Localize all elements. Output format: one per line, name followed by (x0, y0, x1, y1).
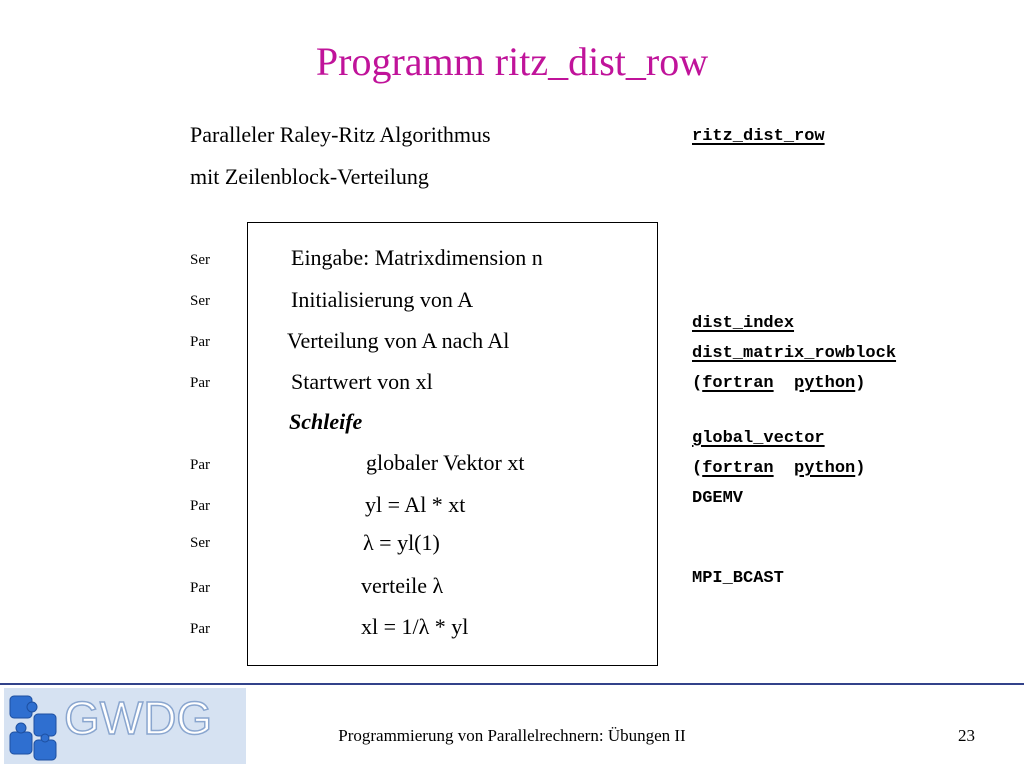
global-vector-link[interactable]: global_vector (692, 429, 825, 448)
step-matvec: yl = Al * xt (365, 492, 466, 517)
step-input: Eingabe: Matrixdimension n (291, 245, 543, 270)
dist-index-link[interactable]: dist_index (692, 314, 795, 333)
loop-keyword: Schleife (289, 409, 363, 434)
step-tag: Ser (190, 252, 210, 268)
paren-close: ) (855, 459, 866, 478)
intro-line-2: mit Zeilenblock-Verteilung (190, 164, 429, 189)
fortran-link[interactable]: fortran (702, 374, 774, 393)
step-tag: Par (190, 334, 210, 350)
step-start-value: Startwert von xl (291, 369, 433, 394)
step-tag: Ser (190, 535, 210, 551)
step-tag: Par (190, 375, 210, 391)
step-tag: Par (190, 621, 210, 637)
dgemv-label: DGEMV (692, 489, 744, 508)
fortran-link[interactable]: fortran (702, 459, 774, 478)
ritz-dist-row-link[interactable]: ritz_dist_row (692, 127, 825, 146)
step-init: Initialisierung von A (291, 287, 474, 312)
step-tag: Par (190, 457, 210, 473)
step-lambda: λ = yl(1) (363, 530, 440, 555)
python-link[interactable]: python (794, 374, 856, 393)
logo-text: GWDG (64, 692, 213, 744)
step-broadcast-lambda: verteile λ (361, 573, 444, 598)
paren-open: ( (692, 374, 703, 393)
step-global-vector: globaler Vektor xt (366, 450, 525, 475)
step-distribute: Verteilung von A nach Al (287, 328, 510, 353)
python-link[interactable]: python (794, 459, 856, 478)
dist-matrix-rowblock-link[interactable]: dist_matrix_rowblock (692, 344, 897, 363)
step-tag: Par (190, 498, 210, 514)
step-tag: Par (190, 580, 210, 596)
mpi-bcast-label: MPI_BCAST (692, 569, 784, 588)
step-scale: xl = 1/λ * yl (361, 614, 469, 639)
paren-open: ( (692, 459, 703, 478)
page-number: 23 (958, 726, 975, 745)
intro-line-1: Paralleler Raley-Ritz Algorithmus (190, 122, 491, 147)
footer-rule (0, 683, 1024, 685)
step-tag: Ser (190, 293, 210, 309)
slide-title: Programm ritz_dist_row (315, 39, 709, 84)
footer-title: Programmierung von Parallelrechnern: Übungen II (338, 726, 686, 745)
paren-close: ) (855, 374, 866, 393)
